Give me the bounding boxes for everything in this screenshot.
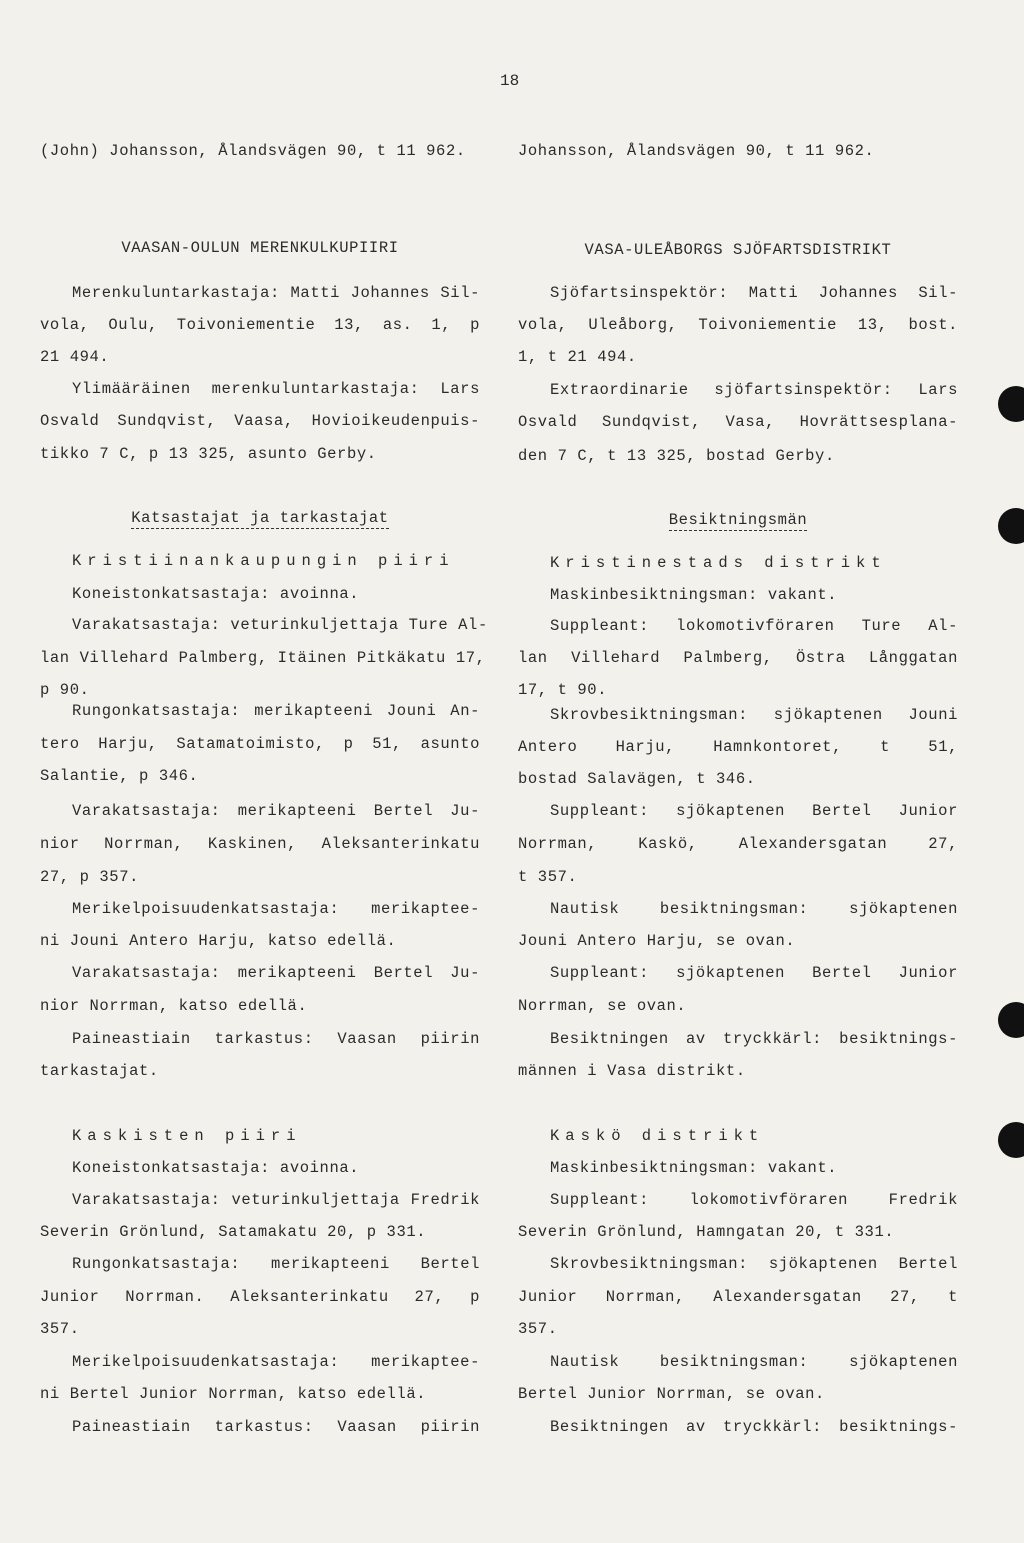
text-line: VASA-ULEÅBORGS SJÖFARTSDISTRIKT: [584, 241, 892, 259]
text-line: Varakatsastaja: veturinkuljettaja Ture Al-: [72, 616, 488, 634]
text-line: Junior Norrman. Aleksanterinkatu 27, p: [40, 1288, 480, 1306]
text-line: Sjöfartsinspektör: Matti Johannes Sil-: [550, 284, 958, 302]
text-line: Paineastiain tarkastus: Vaasan piirin: [72, 1030, 480, 1048]
binder-hole: [998, 508, 1024, 544]
binder-hole: [998, 386, 1024, 422]
text-line: nior Norrman, Kaskinen, Aleksanterinkatu: [40, 835, 480, 853]
text-line: (John) Johansson, Ålandsvägen 90, t 11 962.: [40, 142, 466, 160]
text-line: tarkastajat.: [40, 1062, 159, 1080]
text-line: bostad Salavägen, t 346.: [518, 770, 756, 788]
page-number: 18: [500, 72, 520, 90]
text-line: 357.: [40, 1320, 80, 1338]
text-line: Osvald Sundqvist, Vasa, Hovrättsesplana-: [518, 413, 958, 431]
text-line: Merenkuluntarkastaja: Matti Johannes Sil-: [72, 284, 480, 302]
text-line: Merikelpoisuudenkatsastaja: merikaptee-: [72, 900, 480, 918]
text-line: lan Villehard Palmberg, Itäinen Pitkäkatu 17,: [40, 649, 486, 667]
text-line: Severin Grönlund, Hamngatan 20, t 331.: [518, 1223, 895, 1241]
text-line: Johansson, Ålandsvägen 90, t 11 962.: [518, 142, 875, 160]
text-line: Skrovbesiktningsman: sjökaptenen Jouni: [550, 706, 958, 724]
text-line: VAASAN-OULUN MERENKULKUPIIRI: [121, 239, 399, 257]
text-line: Suppleant: sjökaptenen Bertel Junior: [550, 964, 958, 982]
text-line: t 357.: [518, 868, 578, 886]
text-line: Kristiinankaupungin piiri: [72, 552, 455, 570]
text-line: Besiktningen av tryckkärl: besiktnings-: [550, 1030, 958, 1048]
text-line: den 7 C, t 13 325, bostad Gerby.: [518, 447, 835, 465]
text-line: Koneistonkatsastaja: avoinna.: [72, 1159, 360, 1177]
text-line: männen i Vasa distrikt.: [518, 1062, 746, 1080]
binder-hole: [998, 1122, 1024, 1158]
text-line: Suppleant: lokomotivföraren Fredrik: [550, 1191, 958, 1209]
text-line: Suppleant: sjökaptenen Bertel Junior: [550, 802, 958, 820]
text-line: Varakatsastaja: merikapteeni Bertel Ju-: [72, 964, 480, 982]
text-line: Ylimääräinen merenkuluntarkastaja: Lars: [72, 380, 480, 398]
text-line: nior Norrman, katso edellä.: [40, 997, 308, 1015]
text-line: Salantie, p 346.: [40, 767, 199, 785]
text-line: Norrman, Kaskö, Alexandersgatan 27,: [518, 835, 958, 853]
binder-hole: [998, 1002, 1024, 1038]
text-line: 1, t 21 494.: [518, 348, 637, 366]
text-line: Maskinbesiktningsman: vakant.: [550, 586, 838, 604]
text-line: Junior Norrman, Alexandersgatan 27, t: [518, 1288, 958, 1306]
text-line: Katsastajat ja tarkastajat: [131, 509, 389, 527]
text-line: Bertel Junior Norrman, se ovan.: [518, 1385, 825, 1403]
text-line: Kaskisten piiri: [72, 1127, 302, 1145]
text-line: Norrman, se ovan.: [518, 997, 687, 1015]
text-line: Besiktningsmän: [668, 511, 808, 529]
text-line: 27, p 357.: [40, 868, 140, 886]
text-line: Merikelpoisuudenkatsastaja: merikaptee-: [72, 1353, 480, 1371]
text-line: 357.: [518, 1320, 558, 1338]
text-line: Maskinbesiktningsman: vakant.: [550, 1159, 838, 1177]
text-line: Kaskö distrikt: [550, 1127, 765, 1145]
text-line: tikko 7 C, p 13 325, asunto Gerby.: [40, 445, 377, 463]
text-line: tero Harju, Satamatoimisto, p 51, asunto: [40, 735, 480, 753]
text-line: 21 494.: [40, 348, 110, 366]
text-line: Koneistonkatsastaja: avoinna.: [72, 585, 360, 603]
text-line: Rungonkatsastaja: merikapteeni Bertel: [72, 1255, 480, 1273]
text-line: Paineastiain tarkastus: Vaasan piirin: [72, 1418, 480, 1436]
text-line: Varakatsastaja: merikapteeni Bertel Ju-: [72, 802, 480, 820]
text-line: p 90.: [40, 681, 90, 699]
text-line: vola, Oulu, Toivoniementie 13, as. 1, p: [40, 316, 480, 334]
text-line: Severin Grönlund, Satamakatu 20, p 331.: [40, 1223, 427, 1241]
text-line: Osvald Sundqvist, Vaasa, Hovioikeudenpuis-: [40, 412, 480, 430]
text-line: ni Jouni Antero Harju, katso edellä.: [40, 932, 397, 950]
text-line: Varakatsastaja: veturinkuljettaja Fredrik: [72, 1191, 480, 1209]
text-line: Antero Harju, Hamnkontoret, t 51,: [518, 738, 958, 756]
text-line: Nautisk besiktningsman: sjökaptenen: [550, 900, 958, 918]
text-line: ni Bertel Junior Norrman, katso edellä.: [40, 1385, 427, 1403]
text-line: vola, Uleåborg, Toivoniementie 13, bost.: [518, 316, 958, 334]
text-line: Jouni Antero Harju, se ovan.: [518, 932, 796, 950]
text-line: Kristinestads distrikt: [550, 554, 887, 572]
text-line: Rungonkatsastaja: merikapteeni Jouni An-: [72, 702, 480, 720]
text-line: 17, t 90.: [518, 681, 608, 699]
text-line: Nautisk besiktningsman: sjökaptenen: [550, 1353, 958, 1371]
text-line: Extraordinarie sjöfartsinspektör: Lars: [550, 381, 958, 399]
text-line: Besiktningen av tryckkärl: besiktnings-: [550, 1418, 958, 1436]
text-line: lan Villehard Palmberg, Östra Långgatan: [518, 649, 958, 667]
text-line: Skrovbesiktningsman: sjökaptenen Bertel: [550, 1255, 958, 1273]
text-line: Suppleant: lokomotivföraren Ture Al-: [550, 617, 958, 635]
